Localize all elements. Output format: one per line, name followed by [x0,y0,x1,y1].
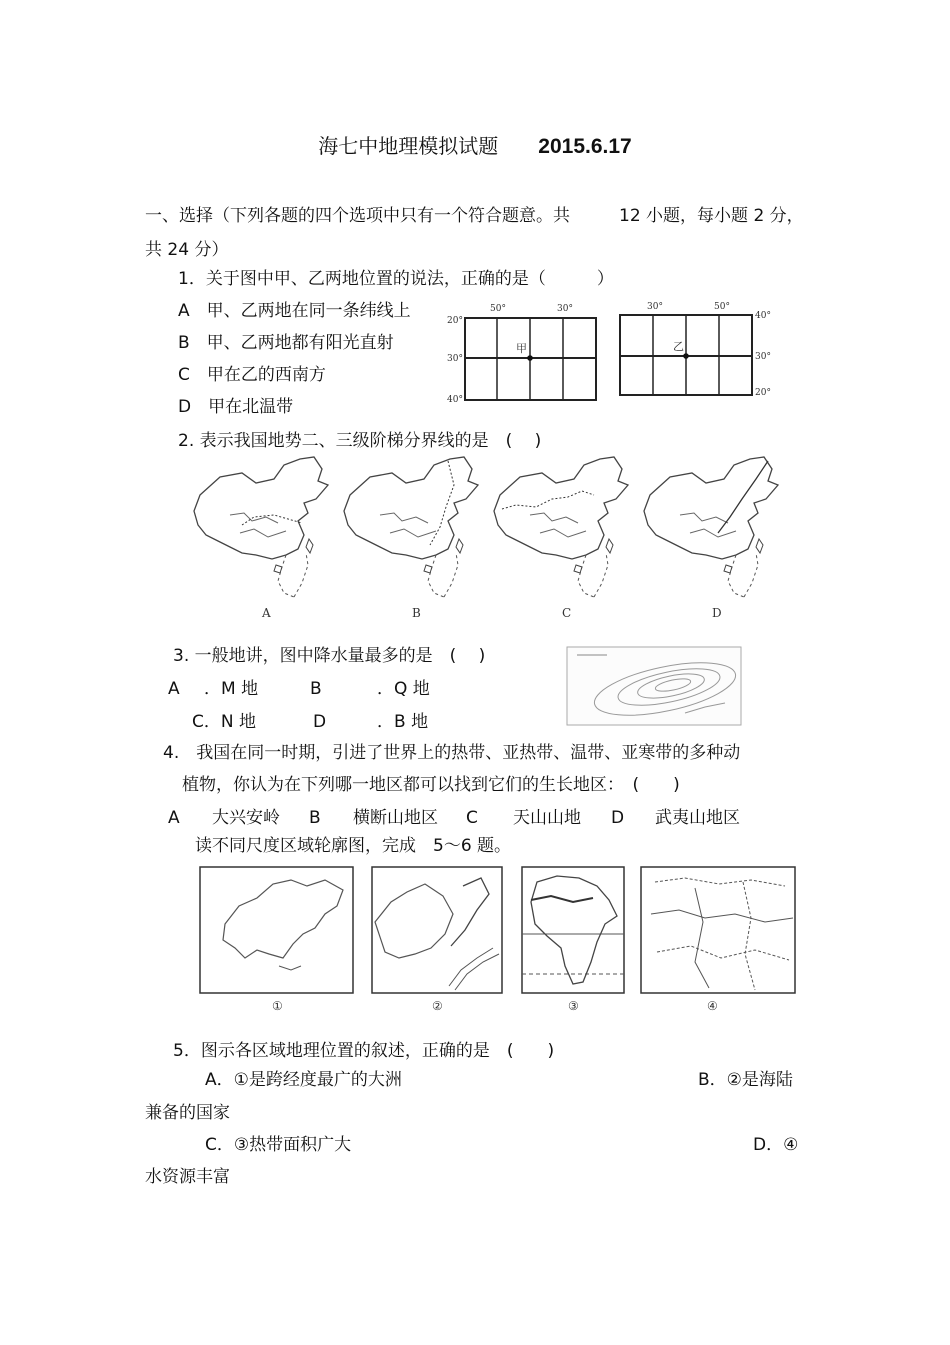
q3-opt-d: ．B 地 [377,712,429,732]
grid-right-side-1: 40° [755,311,771,321]
section-count: 12 小题，每小题 2 分， [619,206,804,226]
q5-option-b-cont: 兼备的国家 [145,1103,230,1123]
title-text: 海七中地理模拟试题 [318,134,499,158]
q2-label-c: C [562,606,572,620]
q5-stem: 5．图示各区域地理位置的叙述，正确的是 ( ) [173,1041,555,1061]
q2-stem: 2. 表示我国地势二、三级阶梯分界线的是 ( ) [178,431,542,451]
grid-left-side-3: 40° [447,395,463,405]
q1-option-b: B 甲、乙两地都有阳光直射 [178,333,394,353]
q2-label-b: B [412,606,421,620]
q1-option-d: D 甲在北温带 [178,397,294,417]
page-title [0,130,950,159]
q4-opt-c-letter: C [466,808,478,828]
section-heading: 一、选择（下列各题的四个选项中只有一个符合题意。共 [145,206,570,226]
q3-opt-d-letter: D [313,712,327,732]
q1-grid-left [445,298,605,408]
q1-option-c: C 甲在乙的西南方 [178,365,326,385]
title-date: 2015.6.17 [538,135,632,158]
q4-opt-a: 大兴安岭 [212,808,280,828]
grid-left-side-2: 30° [447,354,463,364]
q2-label-d: D [712,606,722,620]
grid-right-top-2: 50° [714,302,730,312]
grid-left-top-2: 30° [557,304,573,314]
q5-option-a: A．①是跨经度最广的大洲 [205,1070,402,1090]
q2-label-a: A [262,606,271,620]
grid-left-top-1: 50° [490,304,506,314]
q5-option-c: C．③热带面积广大 [205,1135,352,1155]
grid-right-side-3: 20° [755,388,771,398]
q1-stem: 1．关于图中甲、乙两地位置的说法，正确的是（ ） [178,269,614,289]
region-label-3: ③ [568,999,579,1013]
q3-opt-b: ．Q 地 [377,679,430,699]
q4-opt-b-letter: B [309,808,321,828]
q4-stem-1: 4. 我国在同一时期，引进了世界上的热带、亚热带、温带、亚寒带的多种动 [163,743,741,763]
q4-opt-b: 横断山地区 [353,808,438,828]
region-label-2: ② [432,999,443,1013]
grid-left-point: 甲 [516,342,527,355]
q3-stem: 3. 一般地讲，图中降水量最多的是 ( ) [173,646,486,666]
q2-maps [190,455,800,625]
q3-contour-map [565,645,743,727]
q3-opt-c: C．N 地 [192,712,256,732]
region-label-1: ① [272,999,283,1013]
q3-opt-a: ．M 地 [204,679,259,699]
q3-opt-b-letter: B [310,679,322,699]
q3-opt-a-letter: A [168,679,180,699]
grid-right-side-2: 30° [755,352,771,362]
region-label-4: ④ [707,999,718,1013]
grid-right-top-1: 30° [647,302,663,312]
q1-option-a: A 甲、乙两地在同一条纬线上 [178,301,411,321]
section-heading-2: 共 24 分） [145,240,229,260]
q5-option-d-cont: 水资源丰富 [145,1167,230,1187]
q5-option-d: D．④ [753,1135,799,1155]
q4-opt-d: 武夷山地区 [655,808,740,828]
q5-option-b: B．②是海陆 [698,1070,793,1090]
grid-right-point: 乙 [673,340,684,353]
q4-opt-c: 天山山地 [513,808,581,828]
q1-grid-right [618,298,778,408]
read-instruction: 读不同尺度区域轮廓图，完成 5～6 题。 [195,836,512,856]
q4-stem-2: 植物，你认为在下列哪一地区都可以找到它们的生长地区： ( ) [182,775,680,795]
q4-opt-d-letter: D [611,808,625,828]
grid-left-side-1: 20° [447,316,463,326]
q4-opt-a-letter: A [168,808,180,828]
region-maps [195,862,800,1017]
